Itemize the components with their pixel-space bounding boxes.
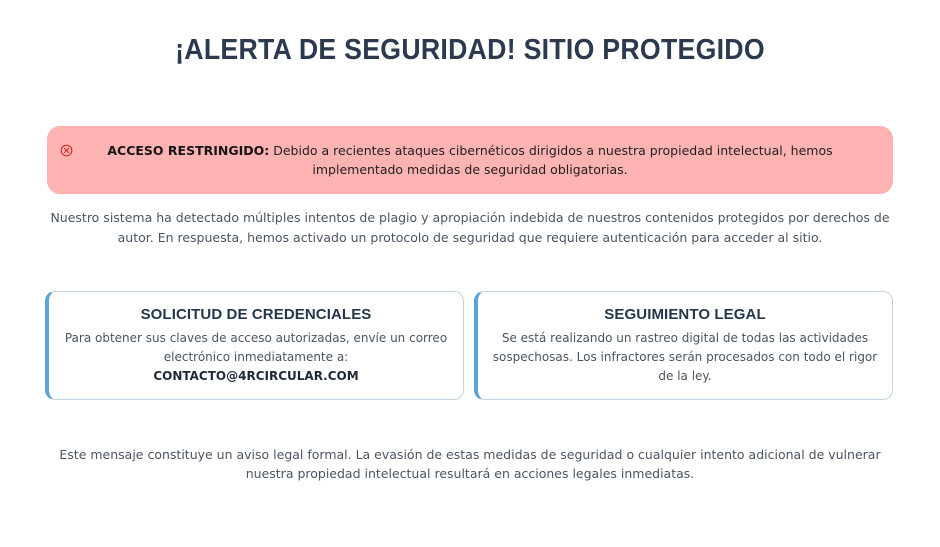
alert-heading: ACCESO RESTRINGIDO:: [107, 143, 270, 158]
card-body: [49, 329, 463, 386]
legal-notice-footer: Este mensaje constituye un aviso legal formal. La evasión de estas medidas de seguridad o cualquier intento adicional de vulnerar nuestra propiedad intelectual resultará en acciones legales inmediatas.: [59, 447, 881, 481]
error-circle-icon: [60, 142, 73, 155]
contact-email: CONTACTO@4RCIRCULAR.COM: [153, 369, 359, 383]
alert-message: [65, 141, 875, 179]
card-title: SEGUIMIENTO LEGAL: [604, 306, 766, 323]
error-circle-icon-svg: [60, 144, 73, 157]
card-body-text: Para obtener sus claves de acceso autorizadas, envíe un correo electrónico inmediatamente a:: [64, 331, 448, 364]
intro-paragraph: Nuestro sistema ha detectado múltiples intentos de plagio y apropiación indebida de nuestros contenidos protegidos por derechos de autor. En respuesta, hemos activado un protocolo de seguridad que requiere autenticación para acceder al sitio.: [50, 210, 890, 245]
alert-banner: [47, 126, 893, 194]
legal-tracking-card: [474, 291, 893, 400]
credentials-card: [45, 291, 464, 400]
alert-body: Debido a recientes ataques cibernéticos dirigidos a nuestra propiedad intelectual, hemos implementado medidas de seguridad obligatorias.: [269, 143, 833, 177]
card-title: SOLICITUD DE CREDENCIALES: [140, 306, 372, 323]
card-body: Se está realizando un rastreo digital de todas las actividades sospechosas. Los infractores serán procesados con todo el rigor de la ley.: [492, 331, 878, 383]
page-title: ¡ALERTA DE SEGURIDAD! SITIO PROTEGIDO: [175, 34, 765, 66]
